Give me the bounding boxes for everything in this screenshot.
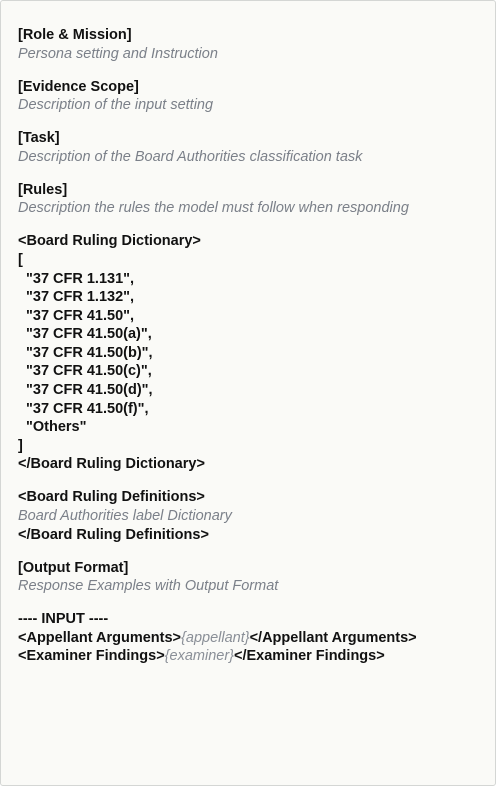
output-heading: [Output Format] [18,559,129,576]
dictionary-item: "37 CFR 1.132", [26,289,135,306]
definitions-close-tag: </Board Ruling Definitions> [18,526,209,543]
examiner-open-tag: <Examiner Findings> [18,648,165,665]
dictionary-item: "37 CFR 41.50(d)", [26,382,153,399]
prompt-content [18,26,487,666]
appellant-placeholder: {appellant} [181,629,250,646]
task-heading: [Task] [18,130,60,147]
role-heading: [Role & Mission] [18,27,132,43]
appellant-line [18,629,487,648]
appellant-close-tag: </Appellant Arguments> [249,629,417,646]
dictionary-item: "37 CFR 1.131", [26,270,135,287]
dictionary-item: "37 CFR 41.50(b)", [26,344,153,361]
dictionary-close-bracket: ] [18,437,23,454]
appellant-open-tag: <Appellant Arguments> [18,629,182,646]
examiner-placeholder: {examiner} [164,648,234,665]
evidence-description: Description of the input setting [18,97,214,114]
rules-description: Description the rules the model must follow when responding [18,200,409,217]
task-description: Description of the Board Authorities classification task [18,148,363,165]
definitions-description: Board Authorities label Dictionary [18,508,232,525]
input-heading: ---- INPUT ---- [18,611,109,628]
dictionary-item: "Others" [26,419,87,436]
evidence-heading: [Evidence Scope] [18,78,139,95]
output-description: Response Examples with Output Format [18,578,279,595]
dictionary-open-bracket: [ [18,251,23,268]
examiner-close-tag: </Examiner Findings> [234,648,385,665]
definitions-open-tag: <Board Ruling Definitions> [18,489,205,506]
dictionary-open-tag: <Board Ruling Dictionary> [18,233,201,250]
examiner-line [18,647,487,666]
dictionary-item: "37 CFR 41.50(c)", [26,363,152,380]
dictionary-item: "37 CFR 41.50", [26,307,135,324]
role-description: Persona setting and Instruction [18,45,218,62]
dictionary-close-tag: </Board Ruling Dictionary> [18,456,205,473]
dictionary-item: "37 CFR 41.50(a)", [26,326,152,343]
dictionary-item: "37 CFR 41.50(f)", [26,400,149,417]
dictionary-list [18,270,487,437]
rules-heading: [Rules] [18,181,68,198]
